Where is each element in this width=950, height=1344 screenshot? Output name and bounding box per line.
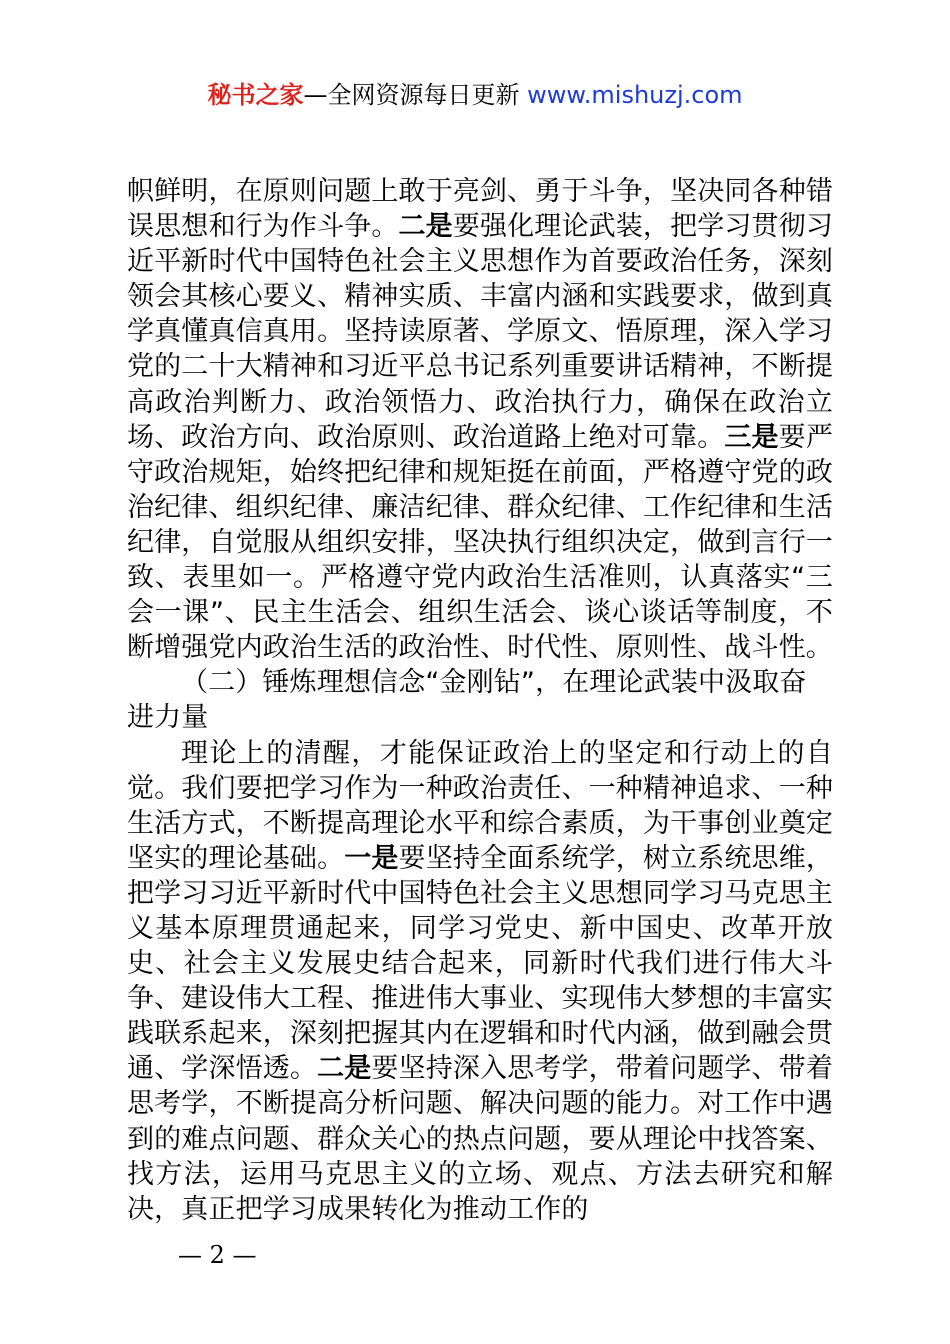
section-heading-text: （二）锤炼理想信念“金刚钻”，在理论武装中汲取奋进力量 xyxy=(127,667,807,734)
page-number: — 2 — xyxy=(178,1241,257,1269)
text-run: 要坚持全面系统学，树立系统思维，把学习习近平新时代中国特色社会主义思想同学习马克思主义基本原理贯通起来，同学习党史、新中国史、改革开放史、社会主义发展史结合起来，同新时代我们进行伟大斗争、建设伟大工程、推进伟大事业、实现伟大梦想的丰富实践联系起来，深刻把握其内在逻辑和时代内涵，做到融会贯通、学深悟透。 xyxy=(127,842,833,1085)
paragraph-political-discipline xyxy=(127,174,833,665)
site-url-link[interactable]: www.mishuzj.com xyxy=(527,81,743,109)
document-body xyxy=(127,174,833,1227)
bold-marker: 一是 xyxy=(344,842,399,874)
text-run: 帜鲜明，在原则问题上敢于亮剑、勇于斗争，坚决同各种错误思想和行为作斗争。 xyxy=(127,176,833,243)
brand-tagline: —全网资源每日更新 xyxy=(303,81,520,109)
paragraph-theory-study xyxy=(127,736,833,1227)
brand-name: 秘书之家 xyxy=(207,81,304,109)
text-run: 理论上的清醒，才能保证政治上的坚定和行动上的自觉。我们要把学习作为一种政治责任、一种精神追求、一种生活方式，不断提高理论水平和综合素质，为干事创业奠定坚实的理论基础。 xyxy=(127,737,833,874)
bold-marker: 二是 xyxy=(398,211,453,243)
text-run: 要强化理论武装，把学习贯彻习近平新时代中国特色社会主义思想作为首要政治任务，深刻领会其核心要义、精神实质、丰富内涵和实践要求，做到真学真懂真信真用。坚持读原著、学原文、悟原理，深入学习党的二十大精神和习近平总书记系列重要讲话精神，不断提高政治判断力、政治领悟力、政治执行力，确保在政治立场、政治方向、政治原则、政治道路上绝对可靠。 xyxy=(127,211,833,453)
site-header xyxy=(0,78,950,112)
section-heading xyxy=(127,665,833,735)
bold-marker: 二是 xyxy=(317,1053,372,1085)
text-run: 要严守政治规矩，始终把纪律和规矩挺在前面，严格遵守党的政治纪律、组织纪律、廉洁纪律、群众纪律、工作纪律和生活纪律，自觉服从组织安排，坚决执行组织决定，做到言行一致、表里如一。严格遵守党内政治生活准则，认真落实“三会一课”、民主生活会、组织生活会、谈心谈话等制度，不断增强党内政治生活的政治性、时代性、原则性、战斗性。 xyxy=(127,421,833,664)
text-run: 要坚持深入思考学，带着问题学、带着思考学，不断提高分析问题、解决问题的能力。对工作中遇到的难点问题、群众关心的热点问题，要从理论中找答案、找方法，运用马克思主义的立场、观点、方法去研究和解决，真正把学习成果转化为推动工作的 xyxy=(127,1053,833,1225)
bold-marker: 三是 xyxy=(724,421,779,453)
